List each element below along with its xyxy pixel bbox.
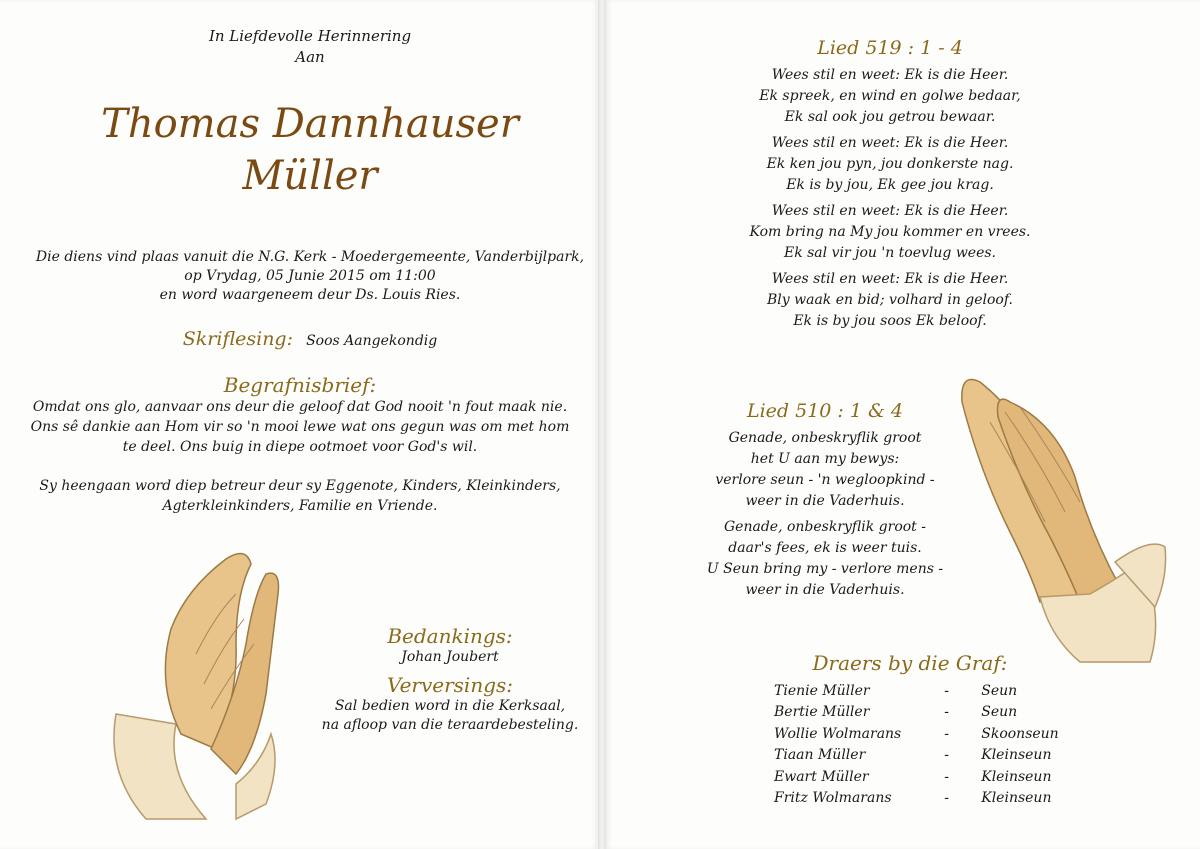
scripture-reading-value: Soos Aangekondig (306, 333, 438, 349)
bearer-name: Tiaan Müller (774, 747, 866, 764)
intro-line: In Liefdevolle Herinnering (208, 27, 412, 45)
verse-line: Wees stil en weet: Ek is die Heer. (771, 203, 1009, 219)
praying-hands-icon (86, 534, 286, 824)
deceased-name (60, 98, 560, 202)
verse-line: Ek sal vir jou 'n toevlug wees. (783, 245, 997, 261)
bearer-name: Wollie Wolmarans (774, 725, 902, 742)
verse-line: daar's fees, ek is weer tuis. (728, 540, 922, 556)
verse-line: Genade, onbeskryflik groot (728, 430, 922, 446)
bearer-separator: - (944, 747, 949, 764)
deceased-name-line: Thomas Dannhauser (101, 101, 519, 147)
intro-line: Aan (295, 48, 325, 66)
bearer-separator: - (944, 704, 949, 721)
bearer-relation: Kleinseun (981, 790, 1052, 807)
letter-line: Ons sê dankie aan Hom vir so 'n mooi lewe wat ons gegun was om met hom (30, 419, 570, 435)
table-row (760, 766, 1080, 788)
service-line: op Vrydag, 05 Junie 2015 om 11:00 (184, 268, 436, 284)
hymn-verse (700, 517, 950, 601)
table-row (760, 723, 1080, 745)
verse-line: weer in die Vaderhuis. (745, 493, 905, 509)
bearer-separator: - (944, 682, 949, 699)
table-row (760, 702, 1080, 724)
hymn-verse (700, 428, 950, 512)
bearer-name: Ewart Müller (774, 768, 869, 785)
verse-line: Kom bring na My jou kommer en vrees. (749, 224, 1031, 240)
praying-hands-icon (950, 362, 1170, 667)
verse-line: Wees stil en weet: Ek is die Heer. (771, 135, 1009, 151)
verse-line: Wees stil en weet: Ek is die Heer. (771, 271, 1009, 287)
refreshments-line: na afloop van die teraardebesteling. (321, 717, 579, 733)
bearer-relation: Kleinseun (981, 747, 1052, 764)
page-fold (598, 0, 606, 849)
hymn-519 (740, 35, 1040, 337)
service-line: Die diens vind plaas vanuit die N.G. Kerk - Moedergemeente, Vanderbijlpark, (35, 249, 585, 265)
verse-line: Ek is by jou soos Ek beloof. (793, 313, 987, 329)
bearer-name: Tienie Müller (774, 682, 870, 699)
acknowledgements-heading: Bedankings: (387, 624, 513, 648)
intro (180, 26, 440, 68)
hymn-title: Lied 519 : 1 - 4 (817, 37, 963, 59)
hymn-verse (740, 65, 1040, 128)
verse-line: U Seun bring my - verlore mens - (706, 561, 944, 577)
service-line: en word waargeneem deur Ds. Louis Ries. (159, 287, 461, 303)
hymn-verse (740, 201, 1040, 264)
verse-line: Bly waak en bid; volhard in geloof. (767, 292, 1013, 308)
scripture-reading-label: Skriflesing: (182, 328, 293, 350)
verse-line: Genade, onbeskryflik groot - (723, 519, 926, 535)
bearer-relation: Seun (981, 704, 1018, 721)
letter-line: te deel. Ons buig in diepe ootmoet voor God's wil. (122, 439, 478, 455)
funeral-letter (20, 373, 580, 516)
scripture-reading (60, 328, 560, 350)
pallbearers-table (760, 680, 1080, 809)
service-details (20, 248, 600, 305)
verse-line: Ek sal ook jou getrou bewaar. (784, 109, 996, 125)
refreshments-heading: Verversings: (386, 673, 514, 697)
hymn-verse (740, 269, 1040, 332)
hymn-title: Lied 510 : 1 & 4 (746, 400, 904, 422)
pallbearers (760, 650, 1080, 809)
bearer-name: Fritz Wolmarans (774, 790, 892, 807)
verse-line: Wees stil en weet: Ek is die Heer. (771, 67, 1009, 83)
pallbearers-heading: Draers by die Graf: (812, 651, 1008, 675)
verse-line: het U aan my bewys: (750, 451, 900, 467)
refreshments-line: Sal bedien word in die Kerksaal, (334, 698, 566, 714)
bearer-relation: Seun (981, 682, 1018, 699)
table-row (760, 788, 1080, 810)
deceased-name-line: Müller (242, 153, 378, 199)
verse-line: Ek is by jou, Ek gee jou krag. (786, 177, 994, 193)
bearer-separator: - (944, 790, 949, 807)
bearer-name: Bertie Müller (774, 704, 870, 721)
verse-line: Ek ken jou pyn, jou donkerste nag. (766, 156, 1014, 172)
left-page (0, 0, 598, 849)
bearer-separator: - (944, 768, 949, 785)
letter-line: Omdat ons glo, aanvaar ons deur die geloof dat God nooit 'n fout maak nie. (32, 399, 568, 415)
bearer-relation: Skoonseun (981, 725, 1059, 742)
bearer-separator: - (944, 725, 949, 742)
verse-line: verlore seun - 'n wegloopkind - (715, 472, 935, 488)
hymn-510 (700, 398, 950, 606)
funeral-letter-heading: Begrafnisbrief: (223, 373, 377, 397)
acknowledgements (300, 624, 600, 735)
letter-line: Sy heengaan word diep betreur deur sy Eggenote, Kinders, Kleinkinders, (39, 478, 561, 494)
verse-line: weer in die Vaderhuis. (745, 582, 905, 598)
table-row (760, 680, 1080, 702)
letter-line: Agterkleinkinders, Familie en Vriende. (162, 498, 438, 514)
verse-line: Ek spreek, en wind en golwe bedaar, (759, 88, 1021, 104)
table-row (760, 745, 1080, 767)
hymn-verse (740, 133, 1040, 196)
bearer-relation: Kleinseun (981, 768, 1052, 785)
acknowledgements-text: Johan Joubert (401, 649, 499, 665)
